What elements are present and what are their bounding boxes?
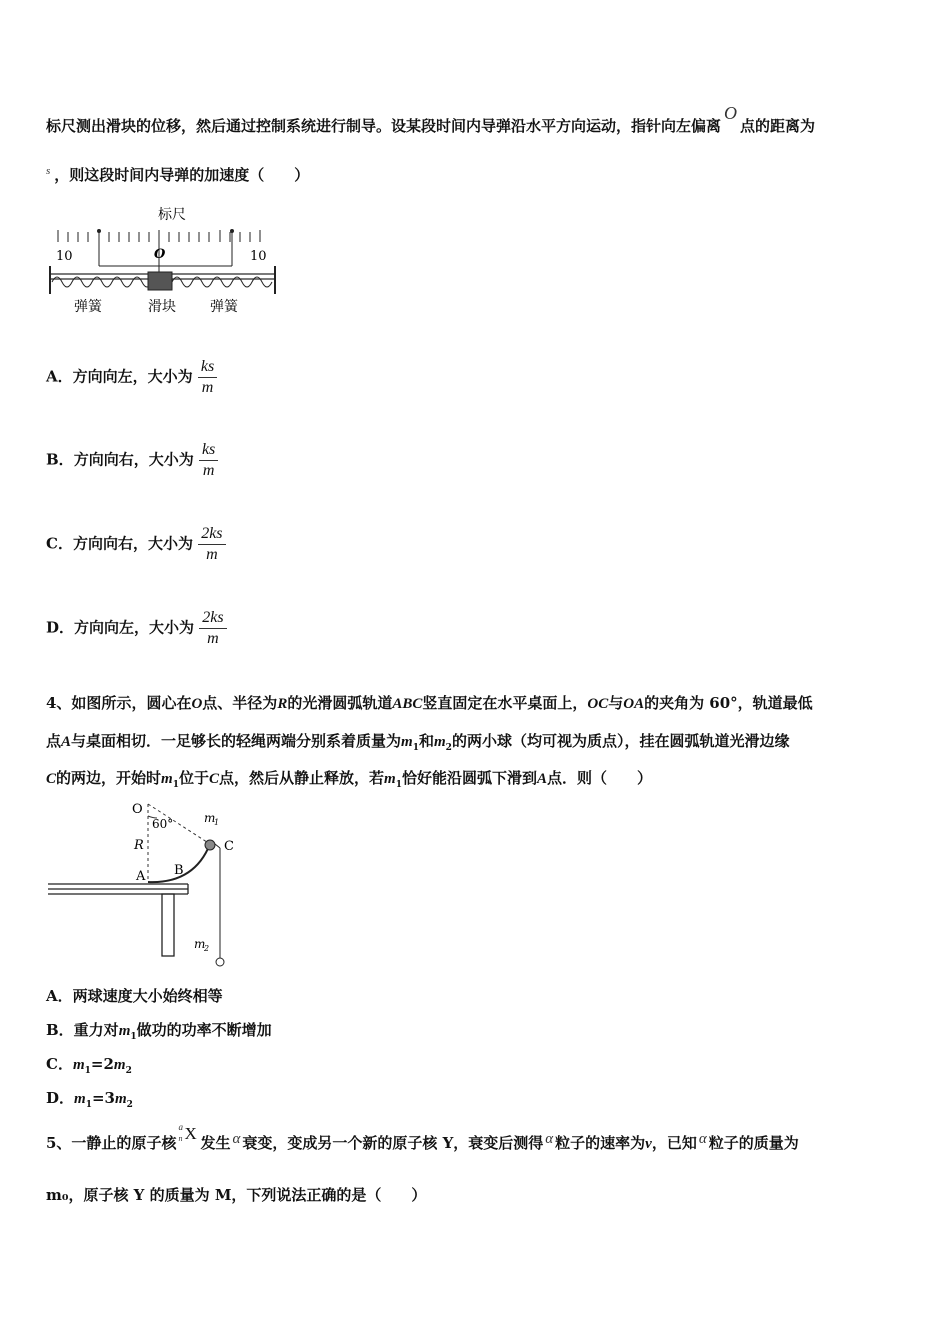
q4-var-c: C [208,771,219,787]
q4-var-oc: OC [587,696,609,712]
q3-line1-text: 标尺测出滑块的位移，然后通过控制系统进行制导。设某段时间内导弹沿水平方向运动，指针向左偏离 [46,117,722,135]
q3-line1-end: 点的距离为 [740,117,816,135]
q4-sub: 1 [172,780,179,790]
q4-var-a: A [536,771,547,787]
option-text: 方向向左，大小为 [74,618,195,637]
ruler-slider-figure [44,200,284,320]
q5-var-v: v [645,1136,652,1152]
q4-var-r: R [277,696,288,712]
q5-text: m₀，原子核 Y 的质量为 M，下列说法正确的是（ ） [46,1186,427,1204]
spring-right-label: 弹簧 [210,299,238,315]
fraction-denominator: m [201,379,214,396]
fig-label-c: C [224,839,234,854]
q4-var-oa: OA [623,696,645,712]
q4-text: 的光滑圆弧轨道 [287,694,393,712]
q4-sub: 2 [126,1100,133,1110]
alpha-symbol: α [545,1131,554,1147]
fraction-numerator: 2ks [199,608,226,629]
alpha-symbol: α [698,1131,707,1147]
fig-label-o: O [132,802,143,817]
q4-var-m: m [118,1023,131,1039]
q3-option-c[interactable] [46,524,226,565]
option-text: B．重力对 [46,1021,119,1039]
option-text: 做功的功率不断增加 [136,1021,272,1039]
slider-label: 滑块 [148,299,176,315]
q4-sub: 1 [130,1032,137,1042]
q4-line3 [46,767,652,790]
fraction-denominator: m [207,630,219,647]
fig-label-m1-sub: 1 [214,818,220,827]
fig-label-m2: m [194,937,206,951]
q3-option-a[interactable] [46,357,217,398]
q4-var-m: m [401,734,413,750]
fraction [198,524,225,565]
q4-text: 竖直固定在水平桌面上， [422,694,588,712]
q5-text: 粒子的速率为 [555,1134,646,1152]
q4-var-m: m [384,771,396,787]
q4-var-o: O [191,696,203,712]
option-text: =3 [91,1089,115,1107]
q5-text: 衰变，变成另一个新的原子核 Y，衰变后测得 [242,1134,544,1152]
q4-text: 位于 [178,769,209,787]
q4-sub: 2 [125,1066,132,1076]
ruler-center-mark: O [154,247,166,262]
q4-text: 点．则（ ） [546,769,652,787]
fig-label-r: R [134,838,144,853]
q4-var-m: m [434,734,446,750]
q3-option-b[interactable] [46,440,218,481]
option-letter: C． [46,1055,73,1073]
fraction-numerator: ks [198,357,217,378]
fraction [199,440,218,481]
q3-line1 [46,103,816,136]
q4-option-c[interactable] [46,1053,132,1076]
q4-var-m: m [161,771,173,787]
option-text: =2 [90,1055,114,1073]
option-text: 方向向右，大小为 [72,534,193,553]
q3-line2 [46,164,309,185]
nucleus-symbol [176,1122,200,1150]
fig-label-a: A [136,869,146,884]
nucleus-mass-number: a [178,1122,183,1132]
q4-line2 [46,730,789,753]
q4-sub: 1 [395,780,402,790]
q4-sub: 2 [445,743,452,753]
option-text: 方向向左，大小为 [72,367,193,386]
q4-var-m: m [72,1057,85,1073]
q4-var-abc: ABC [392,696,423,712]
q4-text: 与桌面相切．一足够长的轻绳两端分别系着质量为 [71,732,402,750]
q4-var-m: m [113,1057,126,1073]
q5-line2 [46,1184,426,1205]
fig-label-m2-sub: 2 [204,944,210,953]
fraction-numerator: 2ks [198,524,225,545]
q4-option-a[interactable] [46,985,223,1006]
q4-option-b[interactable] [46,1019,272,1042]
option-letter: D． [46,1089,75,1107]
ruler-right-number: 10 [250,249,267,264]
q4-sub: 1 [412,743,419,753]
fraction [199,608,226,649]
q4-text: 和 [418,732,434,750]
q4-text: 点、半径为 [202,694,278,712]
q5-text: 发生 [200,1134,231,1152]
ruler-label: 标尺 [158,207,186,223]
q4-var-c: C [46,771,57,787]
q4-text: 4、如图所示，圆心在 [46,694,192,712]
q4-text: 点 [46,732,62,750]
symbol-s: s [46,165,51,177]
option-letter: C． [46,534,73,553]
arc-track-figure [44,796,254,972]
q4-text: 点，然后从静止释放，若 [219,769,385,787]
fraction-denominator: m [206,546,218,563]
fig-label-angle: 60° [152,817,174,831]
fraction-numerator: ks [199,440,218,461]
alpha-symbol: α [232,1131,241,1147]
nucleus-X: X [184,1124,197,1143]
option-letter: B． [46,450,74,469]
q5-line1 [46,1122,799,1153]
q3-line2-text: ，则这段时间内导弹的加速度（ ） [54,166,310,184]
option-text: 方向向右，大小为 [73,450,194,469]
option-text: A．两球速度大小始终相等 [46,987,223,1005]
fraction [198,357,217,398]
q5-text: 粒子的质量为 [708,1134,799,1152]
symbol-O: O [724,103,738,123]
nucleus-atomic-number: n [178,1134,183,1143]
ruler-left-number: 10 [56,249,73,264]
fig-label-m1: m [204,811,216,825]
q4-text: 的两小球（均可视为质点），挂在圆弧轨道光滑边缘 [451,732,790,750]
q4-var-m: m [74,1091,86,1107]
q4-option-d[interactable] [46,1087,133,1110]
q4-text: 与 [608,694,624,712]
q4-text: 的夹角为 60°，轨道最低 [644,694,813,712]
q4-sub: 1 [84,1066,91,1076]
option-letter: D． [46,618,75,637]
q5-text: 5、一静止的原子核 [46,1134,177,1152]
q4-text: 的两边，开始时 [56,769,162,787]
q4-var-a: A [61,734,72,750]
fig-label-b: B [174,863,184,878]
option-letter: A． [46,367,73,386]
q4-line1 [46,692,813,713]
q4-var-m: m [114,1091,127,1107]
spring-left-label: 弹簧 [74,299,102,315]
fraction-denominator: m [202,462,215,479]
q4-sub: 1 [85,1100,92,1110]
q3-option-d[interactable] [46,608,227,649]
q5-text: ，已知 [651,1134,697,1152]
q4-text: 恰好能沿圆弧下滑到 [401,769,537,787]
